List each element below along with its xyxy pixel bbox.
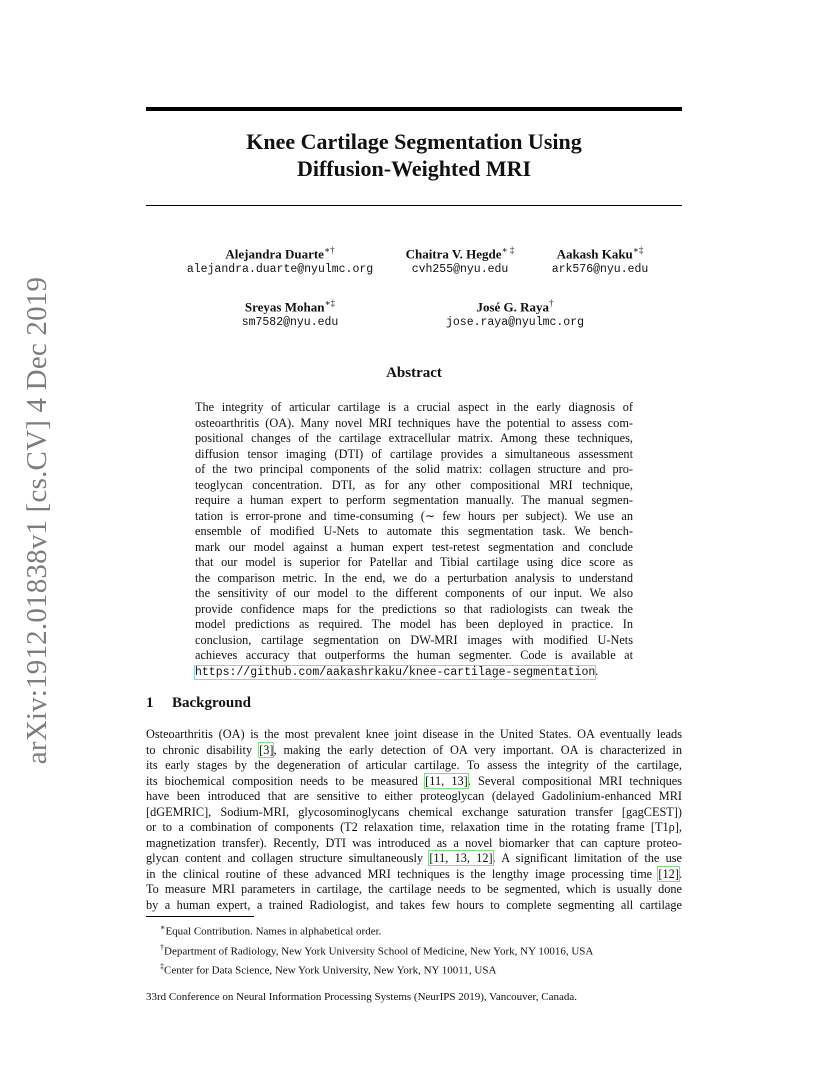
author-name: Aakash Kaku [556,246,633,262]
citation-link[interactable]: [11, 13, 12] [429,851,493,865]
footnote: ∗Equal Contribution. Names in alphabetical order. [160,923,382,938]
author-block [170,242,390,278]
author-email[interactable]: sm7582@nyu.edu [241,316,339,330]
abstract-line: ensemble of modified U-Nets to automate this segmentation task. We bench- [195,524,633,538]
title-top-rule [146,107,682,111]
footnote-mark: ∗ [160,923,166,932]
footnote: ‡Center for Data Science, New York University, New York, NY 10011, USA [160,962,497,977]
citation-link[interactable]: [3] [259,742,274,757]
author-email[interactable]: ark576@nyu.edu [551,263,649,277]
abstract-line: achieves accuracy that outperforms the human segmenter. Code is available at [195,648,633,662]
citation-link[interactable]: [12] [658,866,679,881]
author-name: Sreyas Mohan [244,299,325,315]
title-line: Diffusion-Weighted MRI [296,156,532,181]
title-line: Knee Cartilage Segmentation Using [246,129,582,154]
body-line: or to a combination of components (T2 relaxation time, relaxation time in the rotating frame [T1ρ], [146,820,682,834]
abstract-line: osteoarthritis (OA). Many novel MRI techniques have the potential to assess com- [195,415,633,430]
abstract-line: https://github.com/aakashrkaku/knee-cartilage-segmentation. [195,663,599,679]
body-line: magnetization transfer). Recently, DTI was introduced as a novel biomarker that can capture proteo- [146,835,682,850]
author-email[interactable]: alejandra.duarte@nyulmc.org [186,263,374,277]
author-name: Alejandra Duarte [225,246,324,262]
paper-title [146,128,682,182]
title-bottom-rule [146,205,682,206]
body-line: in the clinical routine of these advanced MRI techniques is the lengthy image processing time [12]. [146,866,682,881]
abstract-line: tation is error-prone and time-consuming (∼ few hours per subject). We use an [195,508,633,523]
author-name: Chaitra V. Hegde [405,246,502,262]
footnote-mark: ‡ [160,962,164,972]
abstract-line: diffusion tensor imaging (DTI) of cartilage provides a simultaneous assessment [195,446,633,461]
footnotes [160,920,593,979]
author-marks: ∗ ‡ [501,245,515,255]
body-line: by a human expert, a trained Radiologist, and takes few hours to complete segmenting all cartilage [146,897,682,912]
section-number: 1 [146,695,154,711]
section-body [146,727,682,913]
author-marks: ∗† [323,245,335,255]
author-email[interactable]: cvh255@nyu.edu [411,263,509,277]
body-line: have been introduced that are sensitive to either proteoglycan (delayed Gadolinium-enhanced MRI [146,789,682,803]
author-block [425,295,605,331]
body-line: To measure MRI parameters in cartilage, the cartilage needs to be segmented, which is usually done [146,882,682,896]
abstract-line: require a human expert to perform segmentation manually. The manual segmen- [195,493,633,507]
abstract-line: the sensitivity of our model to the different components of our input. We also [195,586,633,600]
author-block [380,242,540,278]
abstract-line: teoglycan concentration. DTI, as for any other compositional MRI technique, [195,477,633,492]
author-block [540,242,660,278]
author-marks: † [549,298,554,308]
abstract-line: positional changes of the cartilage extracellular matrix. Among these techniques, [195,431,633,445]
body-line: to chronic disability [3], making the early detection of OA very important. OA is characterized in [146,742,682,757]
abstract-line: provide confidence maps for the predictions so that radiologists can tweak the [195,601,633,616]
citation-link[interactable]: [11, 13] [425,773,468,788]
author-name: José G. Raya [476,299,550,315]
footnote: †Department of Radiology, New York University School of Medicine, New York, NY 10016, USA [160,942,594,958]
author-marks: ∗‡ [632,245,644,255]
arxiv-id: arXiv:1912.01838v1 [cs.CV] 4 Dec 2019 [21,276,54,764]
abstract-line: conclusion, cartilage segmentation on DW-MRI images with modified U-Nets [195,632,633,647]
footnote-rule [146,916,254,917]
abstract-line: of the two principal components of the solid matrix: collagen structure and pro- [195,462,633,476]
body-line: [dGEMRIC], Sodium-MRI, glycosominoglycans chemical exchange saturation transfer [gagCEST]) [146,804,682,819]
abstract-heading: Abstract [386,365,442,381]
code-link[interactable]: https://github.com/aakashrkaku/knee-cartilage-segmentation [195,665,596,679]
abstract-body [195,400,633,680]
body-line: its biochemical composition needs to be measured [11, 13]. Several compositional MRI techniques [146,773,682,788]
author-block [215,295,365,331]
arxiv-stamp [20,276,56,764]
abstract-line: the comparison metric. In the end, we do a perturbation analysis to understand [195,570,633,585]
abstract-line: that our model is superior for Patellar and Tibial cartilage using dice score as [195,555,633,569]
section-heading [146,695,251,712]
footnote-mark: † [160,942,164,952]
section-title: Background [172,695,251,711]
abstract-line: mark our model against a human expert test-retest segmentation and conclude [195,539,633,554]
abstract-line: model predictions as required. The model has been deployed in practice. In [195,617,633,631]
abstract-line: The integrity of articular cartilage is a crucial aspect in the early diagnosis of [195,400,633,414]
author-marks: ∗‡ [324,298,336,308]
author-email[interactable]: jose.raya@nyulmc.org [445,316,585,330]
body-line: its early stages by the degeneration of articular cartilage. To assess the integrity of the cartilage, [146,758,682,772]
body-line: glycan content and collagen structure simultaneously [11, 13, 12]. A significant limitation of the use [146,851,683,865]
conference-note: 33rd Conference on Neural Information Processing Systems (NeurIPS 2019), Vancouver, Canada. [146,991,578,1003]
body-line: Osteoarthritis (OA) is the most prevalent knee joint disease in the United States. OA eventually leads [146,727,682,741]
